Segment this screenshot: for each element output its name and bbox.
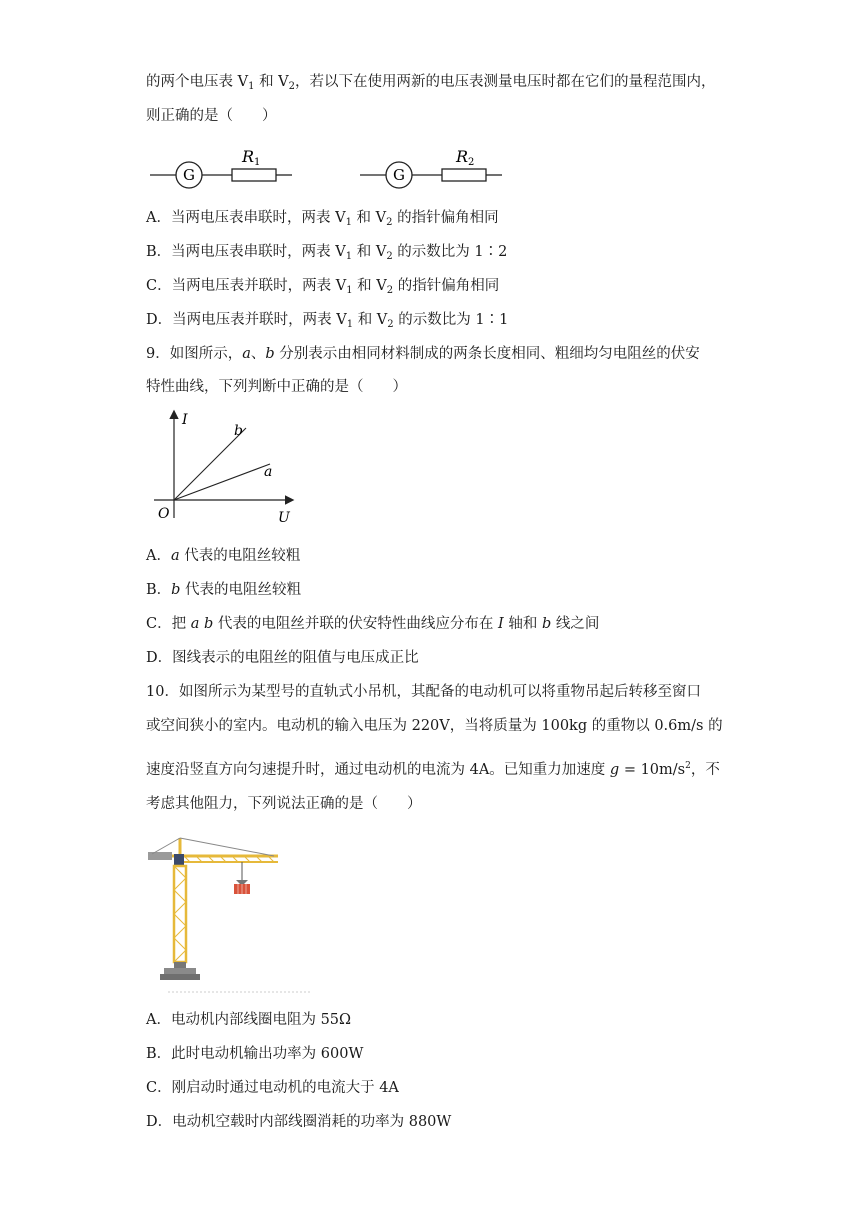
intro-line-1 [146,72,716,97]
i-axis-label: I [182,412,188,428]
meter-diagram-left [150,145,300,195]
option-var: b [171,582,181,598]
resistor-sub: 2 [468,157,475,168]
meter-diagram-right [360,145,510,195]
line-a-label: a [264,464,273,480]
q8-option-b [146,242,507,267]
option-var: a [170,548,180,564]
option-text: 的指针偏角相同 [392,210,499,226]
intro-text-a: 的两个电压表 V [146,74,249,90]
option-text: C．把 [146,616,191,632]
option-text: A．当两电压表串联时，两表 V [146,210,346,226]
q8-option-c [146,276,499,301]
intro-line-2: 则正确的是（ ） [146,108,277,124]
option-text: 的示数比为 1∶2 [392,244,508,260]
option-text: 和 V [353,312,388,328]
u-axis-label: U [278,510,290,526]
option-text: D．当两电压表并联时，两表 V [146,312,347,328]
resistor-label: R [242,147,255,166]
q8-option-a [146,208,499,233]
option-var: I [497,616,504,632]
option-sub: 1 [346,285,353,296]
option-sub: 1 [345,251,353,262]
q10-text: 速度沿竖直方向匀速提升时，通过电动机的电流为 4A。已知重力加速度 [146,762,610,778]
q10-text: = 10m/s [619,762,686,778]
q10-line-2: 或空间狭小的室内。电动机的输入电压为 220V，当将质量为 100kg 的重物以 0.6m/s 的 [146,718,723,734]
intro-text-c: ，若以下在使用两新的电压表测量电压时都在它们的量程范围内， [295,74,716,90]
q10-var: g [609,762,620,778]
intro-text-b: 和 V [254,74,289,90]
option-sub: 2 [386,251,393,262]
iu-characteristic-graph [150,408,300,528]
q10-line-3 [146,756,720,780]
option-text: C．当两电压表并联时，两表 V [146,278,347,294]
option-text: 的指针偏角相同 [393,278,500,294]
line-a [174,464,273,500]
galvanometer-label: G [393,166,405,184]
q10-option-d: D．电动机空载时内部线圈消耗的功率为 880W [146,1114,452,1130]
q10-line-4: 考虑其他阻力，下列说法正确的是（ ） [146,796,422,812]
tower-crane-illustration [144,836,324,996]
option-text: 代表的电阻丝并联的伏安特性曲线应分布在 [213,616,498,632]
q9-option-b [146,580,301,600]
option-sub: 1 [345,217,352,228]
option-text: B． [146,582,172,598]
line-b-label: b [234,423,243,439]
q10-option-b: B．此时电动机输出功率为 600W [146,1046,364,1062]
option-text: 线之间 [551,616,600,632]
option-text: 和 V [352,278,387,294]
q9-line-2: 特性曲线，下列判断中正确的是（ ） [146,379,407,395]
q9-line-1 [146,344,700,364]
option-sub: 2 [387,319,394,330]
q9-text: 、 [250,346,266,362]
option-sub: 1 [346,319,354,330]
q9-var: a [242,346,251,362]
option-var: b [541,616,552,632]
q9-var: b [265,346,275,362]
option-text: B．当两电压表串联时，两表 V [146,244,346,260]
q9-option-d: D．图线表示的电阻丝的阻值与电压成正比 [146,650,419,666]
resistor-sub: 1 [254,157,261,168]
galvanometer-label: G [183,166,195,184]
option-text: 和 V [351,210,387,226]
option-text: 的示数比为 1∶1 [393,312,509,328]
intro-sub-1: 1 [248,81,255,92]
resistor-icon [232,169,276,181]
q8-option-d [146,310,508,335]
q9-option-c [146,614,599,634]
q10-option-c: C．刚启动时通过电动机的电流大于 4A [146,1080,399,1096]
intro-sub-2: 2 [288,81,296,92]
q9-option-a [146,546,300,566]
option-text: A． [146,548,171,564]
q10-sup: 2 [685,761,691,771]
q9-text: 9．如图所示， [146,346,243,362]
q10-text: ，不 [690,762,720,778]
option-var: a b [190,616,214,632]
option-text: 代表的电阻丝较粗 [179,548,301,564]
q10-line-1: 10．如图所示为某型号的直轨式小吊机，其配备的电动机可以将重物吊起后转移至窗口 [146,684,701,700]
option-text: 代表的电阻丝较粗 [180,582,302,598]
origin-label: O [158,506,170,522]
option-sub: 2 [386,217,393,228]
resistor-icon [442,169,486,181]
q9-text: 分别表示由相同材料制成的两条长度相同、粗细均匀电阻丝的伏安 [274,346,700,362]
resistor-label: R [456,147,469,166]
option-text: 轴和 [503,616,542,632]
option-text: 和 V [352,244,387,260]
option-sub: 2 [386,285,394,296]
q10-option-a: A．电动机内部线圈电阻为 55Ω [146,1012,352,1028]
